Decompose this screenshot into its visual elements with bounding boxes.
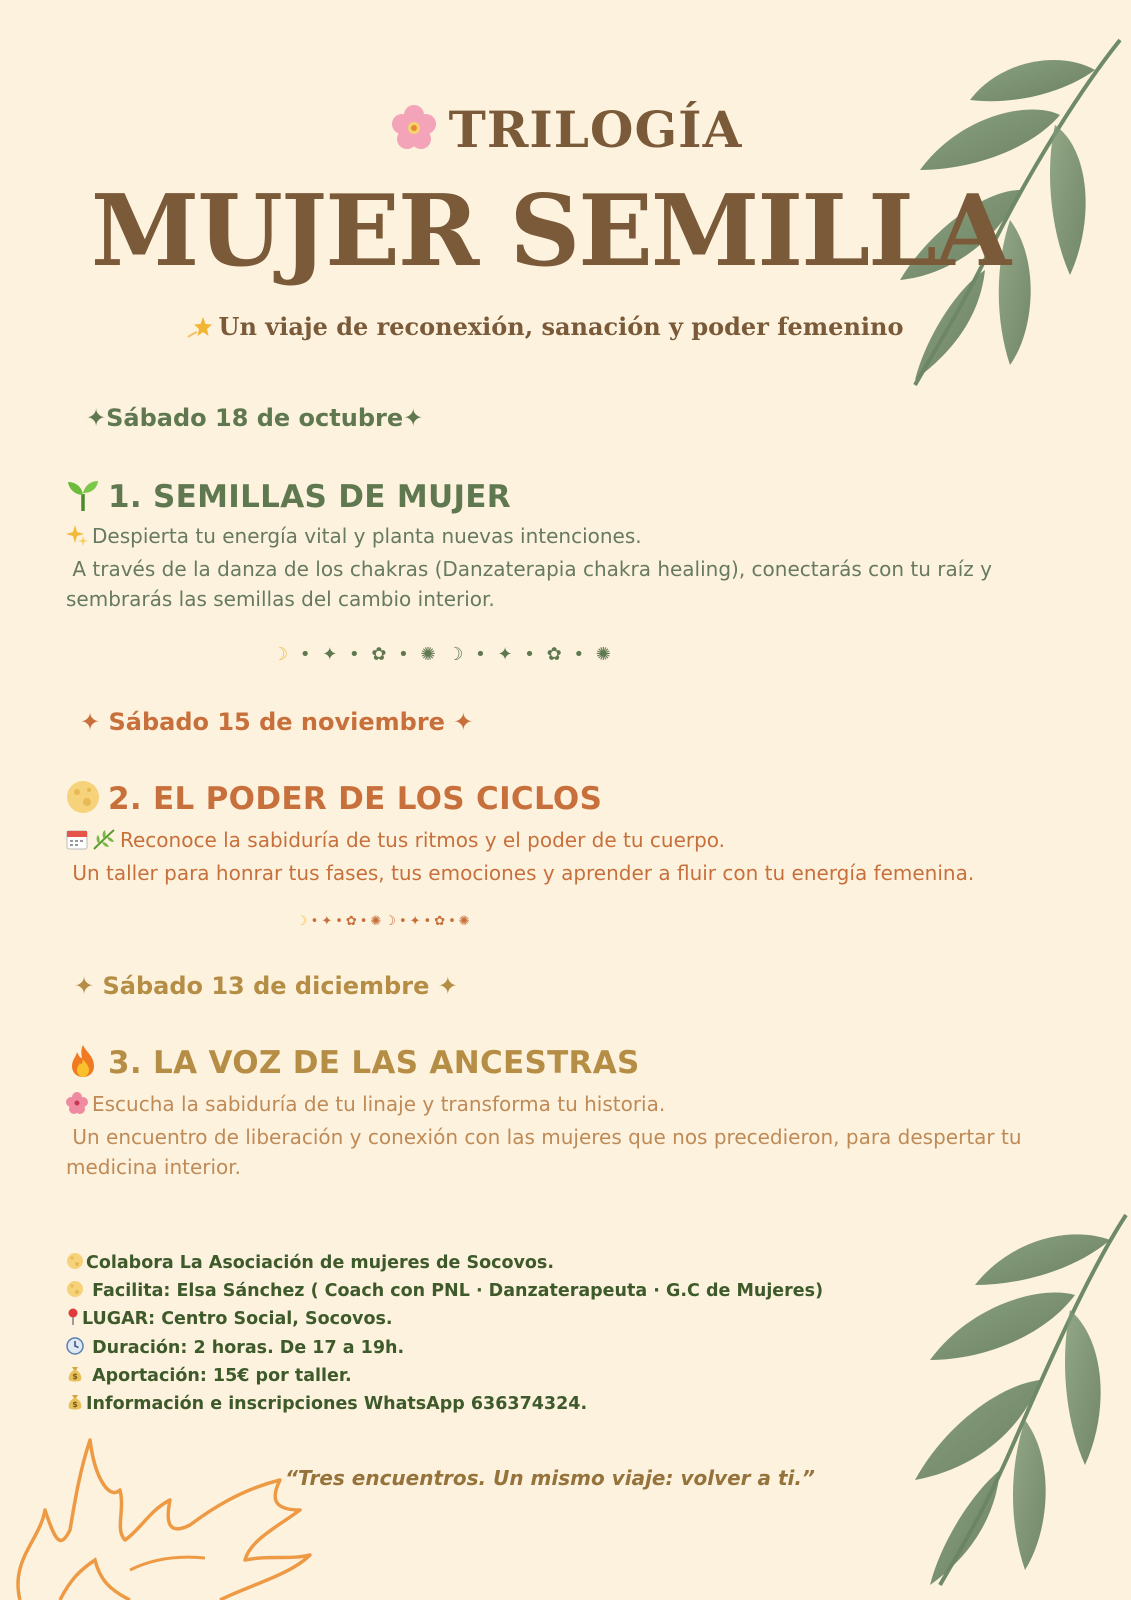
- info-collaborates: [66, 1250, 823, 1278]
- info-price: [66, 1363, 823, 1391]
- money-bag-icon: [66, 1365, 84, 1391]
- clock-icon: [66, 1337, 84, 1363]
- session-1-title-text: 1. SEMILLAS DE MUJER: [108, 479, 511, 515]
- closing-quote: “Tres encuentros. Un mismo viaje: volver a ti.”: [285, 1466, 815, 1490]
- moon-icon: ☽: [272, 644, 292, 665]
- eyebrow-text: TRILOGÍA: [448, 100, 743, 159]
- moon-icon: ☽: [296, 914, 311, 929]
- sparkles-icon: [66, 524, 88, 554]
- info-location-text: LUGAR: Centro Social, Socovos.: [82, 1309, 393, 1330]
- session-1-lead-text: Despierta tu energía vital y planta nuevas intenciones.: [92, 524, 642, 548]
- session-3-title-text: 3. LA VOZ DE LAS ANCESTRAS: [108, 1045, 640, 1081]
- info-price-text: Aportación: 15€ por taller.: [92, 1365, 352, 1386]
- info-duration-text: Duración: 2 horas. De 17 a 19h.: [92, 1337, 405, 1358]
- moon-icon: [66, 1252, 84, 1278]
- session-3-lead: [66, 1089, 1026, 1122]
- session-2-body: [66, 858, 1026, 888]
- session-2-title-text: 2. EL PODER DE LOS CICLOS: [108, 781, 603, 817]
- cherry-blossom-icon: [389, 103, 439, 165]
- herb-icon: [92, 828, 116, 858]
- info-duration: [66, 1335, 823, 1363]
- hibiscus-icon: [66, 1092, 88, 1122]
- moon-icon: [66, 1280, 84, 1306]
- ornament-divider-1: [272, 644, 614, 665]
- subtitle-text: Un viaje de reconexión, sanación y poder femenino: [218, 312, 904, 341]
- session-2-lead: [66, 825, 1026, 858]
- session-3-description: [66, 1089, 1026, 1182]
- leaf-branch-bottom-decoration: [900, 1210, 1131, 1590]
- session-3-lead-text: Escucha la sabiduría de tu linaje y transforma tu historia.: [92, 1092, 666, 1116]
- session-1-body-text: A través de la danza de los chakras (Danzaterapia chakra healing), conectarás con tu raíz y sembrarás las semillas del cambio interior.: [66, 557, 992, 611]
- session-1-description: [66, 521, 1026, 614]
- moon-icon: [66, 780, 100, 822]
- session-1-title: [66, 478, 511, 520]
- svg-text:$: $: [72, 1400, 78, 1410]
- session-2-title: [66, 780, 602, 822]
- page-title: MUJER SEMILLA: [90, 174, 1010, 289]
- session-2-body-text: Un taller para honrar tus fases, tus emociones y aprender a fluir con tu energía femenina.: [72, 861, 975, 885]
- info-registration-text: Información e inscripciones WhatsApp 636374324.: [86, 1394, 588, 1415]
- shooting-star-icon: [187, 315, 213, 345]
- session-1-lead: [66, 521, 1026, 554]
- session-2-description: [66, 825, 1026, 888]
- info-block: [66, 1250, 823, 1419]
- session-1-date: ✦Sábado 18 de octubre✦: [86, 404, 424, 432]
- info-facilitator: [66, 1278, 823, 1306]
- session-3-date: ✦ Sábado 13 de diciembre ✦: [74, 972, 458, 1000]
- info-facilitator-text: Facilita: Elsa Sánchez ( Coach con PNL · Danzaterapeuta · G.C de Mujeres): [92, 1281, 824, 1302]
- ornament-divider-2: [296, 914, 473, 929]
- session-2-lead-text: Reconoce la sabiduría de tus ritmos y el poder de tu cuerpo.: [120, 828, 726, 852]
- divider-2-text: •✦•✿•✺☽•✦•✿•✺: [310, 914, 473, 929]
- session-3-title: [66, 1044, 640, 1086]
- svg-text:$: $: [72, 1371, 78, 1381]
- pin-icon: [66, 1308, 80, 1334]
- eyebrow-title: [0, 100, 1131, 165]
- info-collaborates-text: Colabora La Asociación de mujeres de Socovos.: [86, 1253, 554, 1273]
- seedling-icon: [66, 478, 100, 520]
- flame-outline-decoration: [0, 1430, 330, 1600]
- subtitle: [0, 312, 1090, 345]
- session-1-body: [66, 554, 1026, 614]
- calendar-icon: [66, 828, 88, 858]
- session-3-body: [66, 1122, 1026, 1182]
- session-2-date: ✦ Sábado 15 de noviembre ✦: [80, 708, 474, 736]
- session-3-body-text: Un encuentro de liberación y conexión con las mujeres que nos precedieron, para despertar tu medicina interior.: [66, 1125, 1022, 1179]
- divider-1-text: • ✦ • ✿ • ✺ ☽ • ✦ • ✿ • ✺: [299, 644, 614, 665]
- money-bag-icon: [66, 1393, 84, 1419]
- fire-icon: [66, 1044, 100, 1086]
- info-registration: [66, 1391, 823, 1419]
- info-location: [66, 1306, 823, 1334]
